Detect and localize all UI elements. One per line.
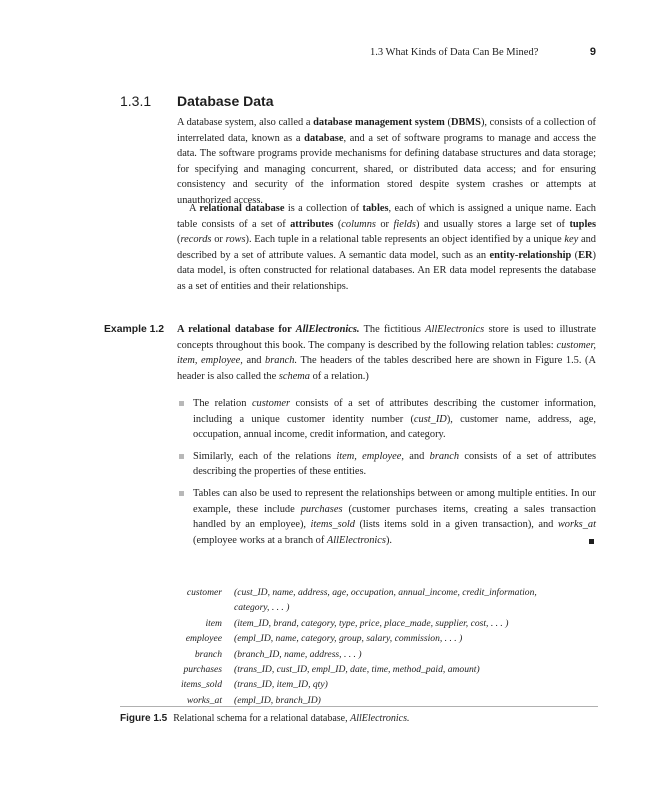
text-run: is a collection of [284,203,363,214]
bold-term: relational database [199,203,285,214]
relation-name: branch [194,648,222,660]
bullet-list [177,396,596,554]
list-item [177,396,596,443]
text-run: A database system, also called a [177,117,314,128]
text-run: or [211,234,226,246]
schema-row [168,585,568,616]
text-run: ). [385,534,392,546]
paragraph-2 [177,201,596,295]
text-run: ), consists of a collection of interrelated data, known as a [177,117,597,144]
text-run: ) data model, is often constructed for relational databases. An ER data model represents the database as a set of entities and their relationships. [177,249,596,292]
bold-term: database management system [313,117,445,128]
text-run: A [189,203,200,214]
relation-attributes: (item_ID, brand, category, type, price, place_made, supplier, cost, . . . ) [234,617,509,629]
running-header [370,46,596,58]
example-title-italic: AllElectronics. [295,324,360,335]
bullet-square-icon [179,401,184,406]
text-run: and described by a set of attribute values. A semantic data model, such as an [177,234,596,261]
text-run: store is used to illustrate concepts throughout this book. The company is described by the following relation tables: [177,324,597,351]
bold-term: entity-relationship [489,249,572,261]
italic-term: AllElectronics [425,324,485,335]
italic-term: cust_ID [413,413,447,425]
relation-name: purchases [183,664,222,676]
text-run: , and a set of software programs to manage and access the data. The software programs provide mechanisms for defining database structures and data storage; for specifying and managing concurrent, shared, or distributed data access; and for ensuring consistency and security of the information stored despite system crashes or attempts at unauthorized access. [177,132,596,206]
text-run: of a relation.) [310,370,369,382]
text-run: ) and usually stores a large set of [415,218,570,230]
text-run: (customer purchases items, creating a sales transaction handled by an employee), [193,503,596,531]
text-run: ( [333,218,342,230]
section-number: 1.3.1 [120,93,152,109]
text-run: ( [177,234,181,246]
relation-name: works_at [186,694,222,706]
italic-term: fields [393,218,416,230]
schema-row [168,647,568,662]
relation-attributes: (empl_ID, branch_ID) [234,694,321,706]
relation-attributes: (branch_ID, name, address, . . . ) [234,648,362,660]
schema-row [168,677,568,692]
text-run: ( [571,249,579,261]
caption-italic: AllElectronics. [350,713,410,724]
relation-name: employee [185,633,222,645]
relation-name: customer [186,587,222,598]
list-item [177,449,596,480]
italic-term: customer [251,398,291,409]
bullet-square-icon [179,491,184,496]
text-run: ( [444,117,451,128]
relation-name: item [205,617,222,629]
running-title: 1.3 What Kinds of Data Can Be Mined? [370,47,539,58]
italic-term: rows [225,234,246,246]
bold-term: tables [362,203,389,214]
relation-attributes: (trans_ID, item_ID, qty) [234,679,328,691]
text-run: (lists items sold in a given transaction), and [354,519,558,531]
page-number: 9 [589,46,596,58]
italic-term: works_at [557,519,596,531]
text-run: and [242,355,266,367]
italic-term: records [180,234,212,246]
figure-divider [120,706,598,707]
paragraph-1 [177,115,596,209]
example-label: Example 1.2 [104,324,165,335]
text-run: consists of a set of attributes describing the customer information, including a unique customer identity number ( [193,398,596,425]
relation-name: items_sold [180,679,222,691]
bold-term: attributes [290,218,334,230]
schema-row [168,631,568,646]
text-run: The fictitious [359,324,426,335]
text-run: consists of a set of attributes describing the properties of these entities. [193,450,596,478]
end-of-example-icon [589,539,594,544]
italic-term: branch [429,450,460,462]
italic-term: branch. [265,355,298,367]
text-run: The headers of the tables described here are shown in Figure 1.5. (A header is also called the [177,355,596,382]
text-run: or [375,218,394,230]
bold-term: database [304,132,344,144]
text-run: and [403,450,430,462]
text-run: Similarly, each of the relations [193,450,337,462]
relation-attributes: (empl_ID, name, category, group, salary, commission, . . . ) [234,633,463,645]
relation-attributes: (trans_ID, cust_ID, empl_ID, date, time, method_paid, amount) [234,664,480,676]
caption-text: Relational schema for a relational database, [173,713,351,724]
italic-term: columns [341,218,376,230]
bold-term: DBMS [450,117,481,128]
schema-row [168,616,568,631]
example-title: A relational database for [177,324,296,335]
relation-attributes: (cust_ID, name, address, age, occupation, annual_income, credit_information, category, . . . ) [234,587,537,614]
list-item [177,486,596,548]
text-run: , each of which is assigned a unique name. Each table consists of a set of [177,203,597,230]
text-run: (employee works at a branch of [193,534,327,546]
bullet-square-icon [179,454,184,459]
text-run: ), customer name, address, age, occupation, annual income, credit information, and category. [193,413,596,441]
bold-term: ER [578,249,593,261]
text-run: Tables can also be used to represent the relationships between or among multiple entities. In our example, these include [193,487,596,515]
schema-table [168,585,568,708]
figure-label: Figure 1.5 [120,713,168,724]
italic-term: item, employee, [336,450,404,462]
schema-row [168,662,568,677]
section-heading [120,93,274,109]
italic-term: purchases [300,503,343,515]
bold-term: tuples [569,218,596,230]
italic-term: key [564,234,579,246]
section-title: Database Data [177,93,274,109]
example-paragraph [177,322,596,384]
italic-term: items_sold [310,519,355,531]
italic-term: customer, item, employee, [177,339,596,367]
text-run: ). Each tuple in a relational table represents an object identified by a unique [245,234,565,246]
figure-caption [120,713,409,724]
italic-term: AllElectronics [326,534,386,546]
italic-term: schema [278,370,311,382]
text-run: The relation [193,398,252,409]
